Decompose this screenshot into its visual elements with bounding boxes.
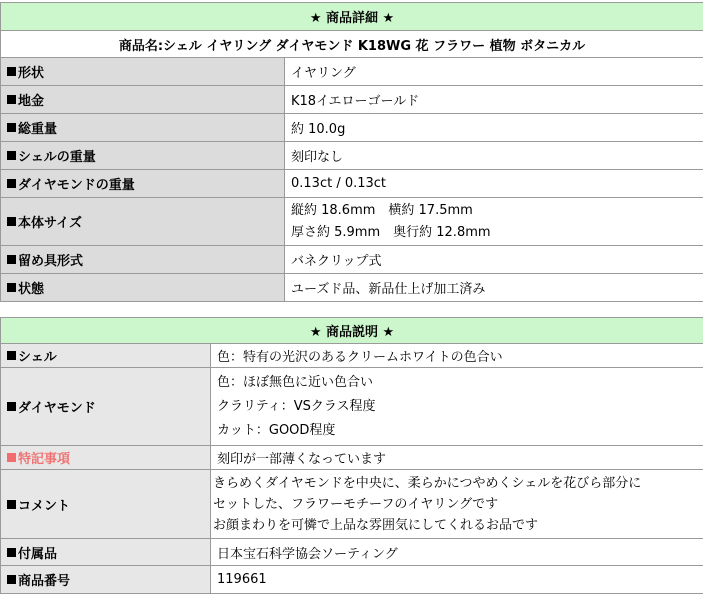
description-row xyxy=(1,470,703,539)
row-value: 0.13ct / 0.13ct xyxy=(285,170,703,198)
row-label: 付属品 xyxy=(18,546,58,562)
row-value: イヤリング xyxy=(285,58,703,86)
row-label: 形状 xyxy=(18,66,45,81)
row-value-line: お顔まわりを可憐で上品な雰囲気にしてくれるお品です xyxy=(213,517,539,533)
row-value: 日本宝石科学協会ソーティング xyxy=(211,539,703,566)
row-label: 総重量 xyxy=(18,122,58,137)
description-heading-text: 商品説明 xyxy=(326,325,379,340)
square-marker-icon xyxy=(7,179,16,188)
row-label: シェルの重量 xyxy=(18,150,96,165)
square-marker-icon xyxy=(7,255,16,264)
square-marker-icon xyxy=(7,217,16,226)
row-value-line: セットした、フラワーモチーフのイヤリングです xyxy=(213,496,499,512)
square-marker-icon xyxy=(7,95,16,104)
row-value-line: 縦約 18.6mm 横約 17.5mm xyxy=(291,202,473,218)
product-description-table xyxy=(0,317,703,594)
row-value-line: クラリティ：VSクラス程度 xyxy=(217,398,376,414)
details-row xyxy=(1,58,703,86)
details-row xyxy=(1,274,703,302)
row-value: 刻印が一部薄くなっています xyxy=(211,446,703,470)
row-label: ダイヤモンド xyxy=(18,401,96,416)
description-row-special xyxy=(1,446,703,470)
details-heading-text: 商品詳細 xyxy=(326,11,379,26)
row-label: 地金 xyxy=(18,94,45,109)
row-label: 特記事項 xyxy=(18,452,71,467)
row-label: 留め具形式 xyxy=(18,254,84,269)
square-marker-icon xyxy=(7,123,16,132)
details-row xyxy=(1,114,703,142)
star-icon: ★ xyxy=(309,325,322,340)
square-marker-icon xyxy=(7,402,16,411)
details-row xyxy=(1,170,703,198)
row-label: 本体サイズ xyxy=(18,216,82,231)
product-details-table xyxy=(0,2,703,302)
details-row xyxy=(1,142,703,170)
description-heading xyxy=(1,318,703,344)
square-marker-icon xyxy=(7,548,16,557)
details-row xyxy=(1,198,703,246)
details-row xyxy=(1,246,703,274)
square-marker-icon xyxy=(7,575,16,584)
row-value-line: カット：GOOD程度 xyxy=(217,422,336,438)
row-value: 刻印なし xyxy=(285,142,703,170)
square-marker-icon xyxy=(7,500,16,509)
description-row xyxy=(1,566,703,594)
row-value-line: 厚さ約 5.9mm 奥行約 12.8mm xyxy=(291,224,491,240)
description-row xyxy=(1,539,703,566)
square-marker-icon xyxy=(7,453,16,462)
row-value: 色：特有の光沢のあるクリームホワイトの色合い xyxy=(211,344,703,368)
row-value: バネクリップ式 xyxy=(285,246,703,274)
row-label: 状態 xyxy=(18,282,45,297)
row-value: 119661 xyxy=(211,566,703,594)
square-marker-icon xyxy=(7,283,16,292)
row-label: コメント xyxy=(18,498,71,514)
star-icon: ★ xyxy=(309,11,322,26)
row-value: 約 10.0g xyxy=(285,114,703,142)
square-marker-icon xyxy=(7,351,16,360)
row-value: K18イエローゴールド xyxy=(285,86,703,114)
description-row xyxy=(1,344,703,368)
product-name: 商品名:シェル イヤリング ダイヤモンド K18WG 花 フラワー 植物 ボタニカル xyxy=(1,31,703,58)
details-row xyxy=(1,86,703,114)
row-label: シェル xyxy=(18,350,57,365)
star-icon: ★ xyxy=(382,11,395,26)
row-label: 商品番号 xyxy=(18,574,71,589)
row-label: ダイヤモンドの重量 xyxy=(18,178,135,193)
star-icon: ★ xyxy=(382,325,395,340)
row-value-line: きらめくダイヤモンドを中央に、柔らかにつやめくシェルを花びら部分に xyxy=(213,475,642,491)
square-marker-icon xyxy=(7,67,16,76)
details-heading xyxy=(1,3,703,31)
row-value-line: 色：ほぼ無色に近い色合い xyxy=(217,374,374,390)
row-value: ユーズド品、新品仕上げ加工済み xyxy=(285,274,703,302)
description-row xyxy=(1,368,703,446)
square-marker-icon xyxy=(7,151,16,160)
